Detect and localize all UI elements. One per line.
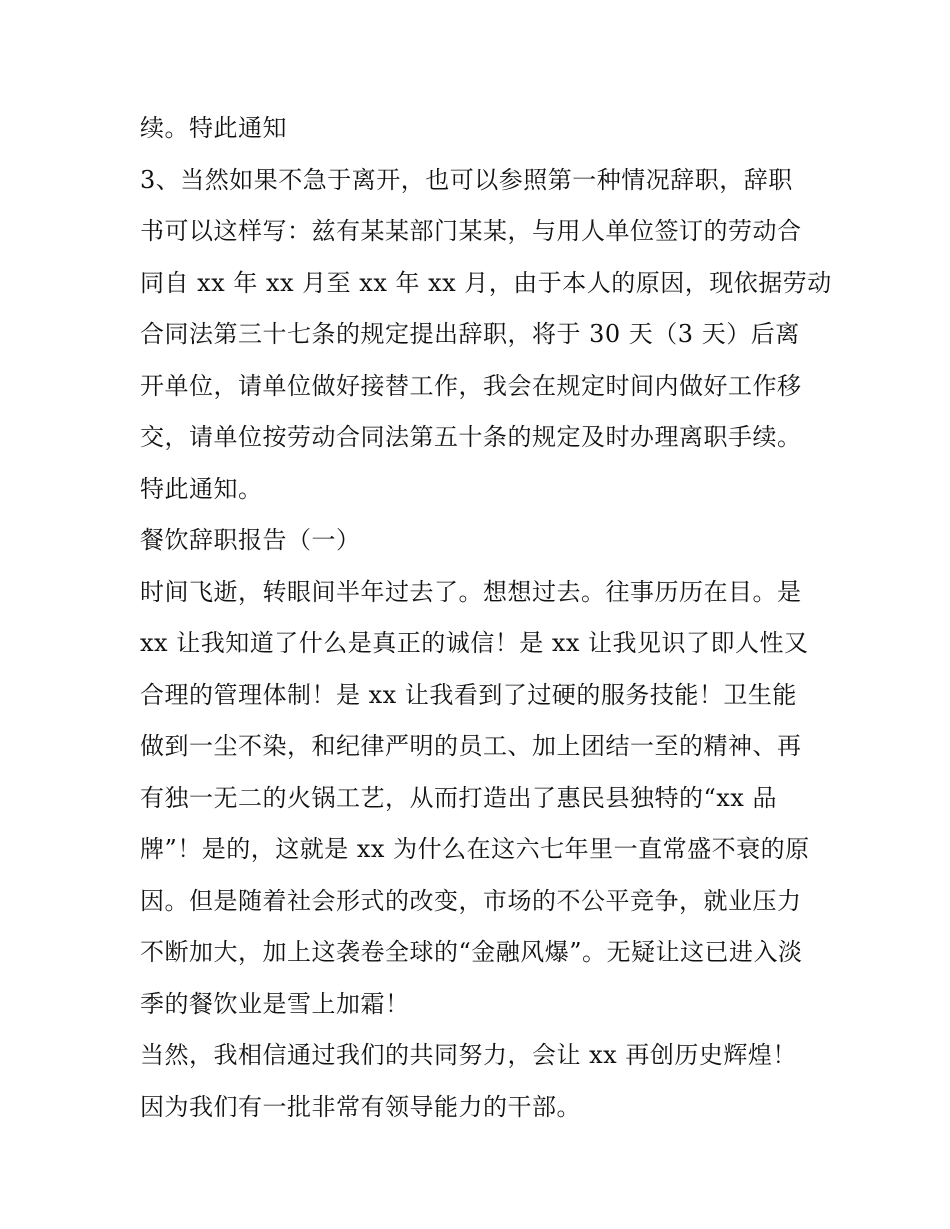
text-line: 做到一尘不染，和纪律严明的员工、加上团结一至的精神、再 bbox=[140, 732, 802, 760]
text-line: 当然，我相信通过我们的共同努力，会让 xx 再创历史辉煌！ bbox=[140, 1041, 797, 1069]
text-line: 因。但是随着社会形式的改变，市场的不公平竞争，就业压力 bbox=[140, 886, 802, 915]
text-line: 书可以这样写：兹有某某部门某某，与用人单位签订的劳动合 bbox=[140, 217, 802, 245]
text-line: 合理的管理体制！是 xx 让我看到了过硬的服务技能！卫生能 bbox=[140, 680, 797, 709]
text-line: 交，请单位按劳动合同法第五十条的规定及时办理离职手续。 bbox=[140, 423, 802, 451]
text-line: 开单位，请单位做好接替工作，我会在规定时间内做好工作移 bbox=[140, 371, 802, 400]
text-line: 3、当然如果不急于离开，也可以参照第一种情况辞职，辞职 bbox=[140, 165, 793, 194]
text-line: 续。特此通知 bbox=[140, 114, 287, 142]
text-line: 因为我们有一批非常有领导能力的干部。 bbox=[140, 1092, 581, 1121]
text-line: 季的餐饮业是雪上加霜！ bbox=[140, 989, 410, 1018]
text-line: 牌”！是的，这就是 xx 为什么在这六七年里一直常盛不衰的原 bbox=[140, 835, 810, 863]
text-line: 不断加大，加上这袭卷全球的“金融风爆”。无疑让这已进入淡 bbox=[140, 938, 803, 966]
text-line: 合同法第三十七条的规定提出辞职，将于 30 天（3 天）后离 bbox=[140, 320, 800, 348]
text-line: 有独一无二的火锅工艺，从而打造出了惠民县独特的“xx 品 bbox=[140, 783, 777, 812]
document-body bbox=[140, 103, 832, 1133]
text-line: 时间飞逝，转眼间半年过去了。想想过去。往事历历在目。是 bbox=[140, 577, 802, 606]
section-heading: 餐饮辞职报告（一） bbox=[140, 526, 361, 554]
text-line: xx 让我知道了什么是真正的诚信！是 xx 让我见识了即人性又 bbox=[140, 629, 809, 657]
text-line: 同自 xx 年 xx 月至 xx 年 xx 月，由于本人的原因，现依据劳动 bbox=[140, 268, 832, 297]
text-line: 特此通知。 bbox=[140, 474, 263, 503]
